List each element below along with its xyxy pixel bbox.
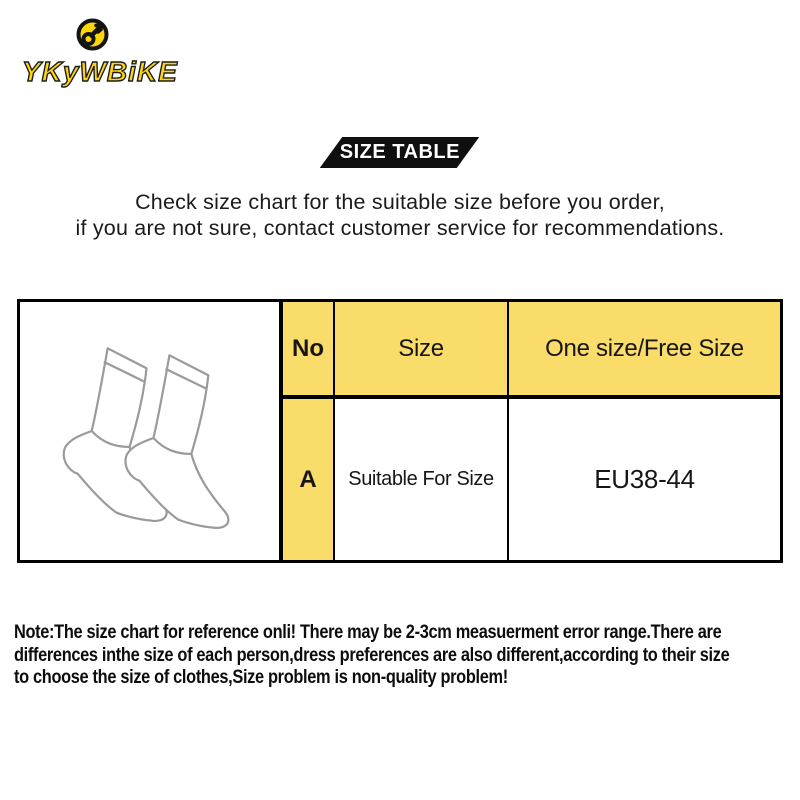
note-line-2: differences inthe size of each person,dress preferences are also different,according to their size <box>14 643 730 666</box>
ykywbike-logo-icon <box>76 18 109 51</box>
intro-text <box>0 189 800 241</box>
size-table-product-image-cell <box>20 302 283 560</box>
column-header-one-size: One size/Free Size <box>509 302 780 399</box>
note-line-3: to choose the size of clothes,Size problem is non-quality problem! <box>14 666 508 688</box>
brand-wordmark: YKyWBiKE <box>22 56 178 87</box>
size-table-banner-label: SIZE TABLE <box>339 141 460 163</box>
socks-line-drawing <box>20 302 279 560</box>
note-line-1: Note:The size chart for reference onli! There may be 2-3cm measuerment error range.There are <box>14 621 722 643</box>
intro-line-1: Check size chart for the suitable size before you order, <box>135 190 665 214</box>
note-text <box>14 621 795 689</box>
column-header-no: No <box>283 302 335 399</box>
row-a-size-value-cell: EU38-44 <box>594 464 695 494</box>
row-a-no-cell: A <box>283 399 335 560</box>
intro-line-2: if you are not sure, contact customer service for recommendations. <box>75 216 725 240</box>
size-table-banner <box>320 137 480 168</box>
row-a-size-label-cell: Suitable For Size <box>335 399 509 560</box>
column-header-size: Size <box>335 302 509 399</box>
size-table <box>17 299 783 563</box>
